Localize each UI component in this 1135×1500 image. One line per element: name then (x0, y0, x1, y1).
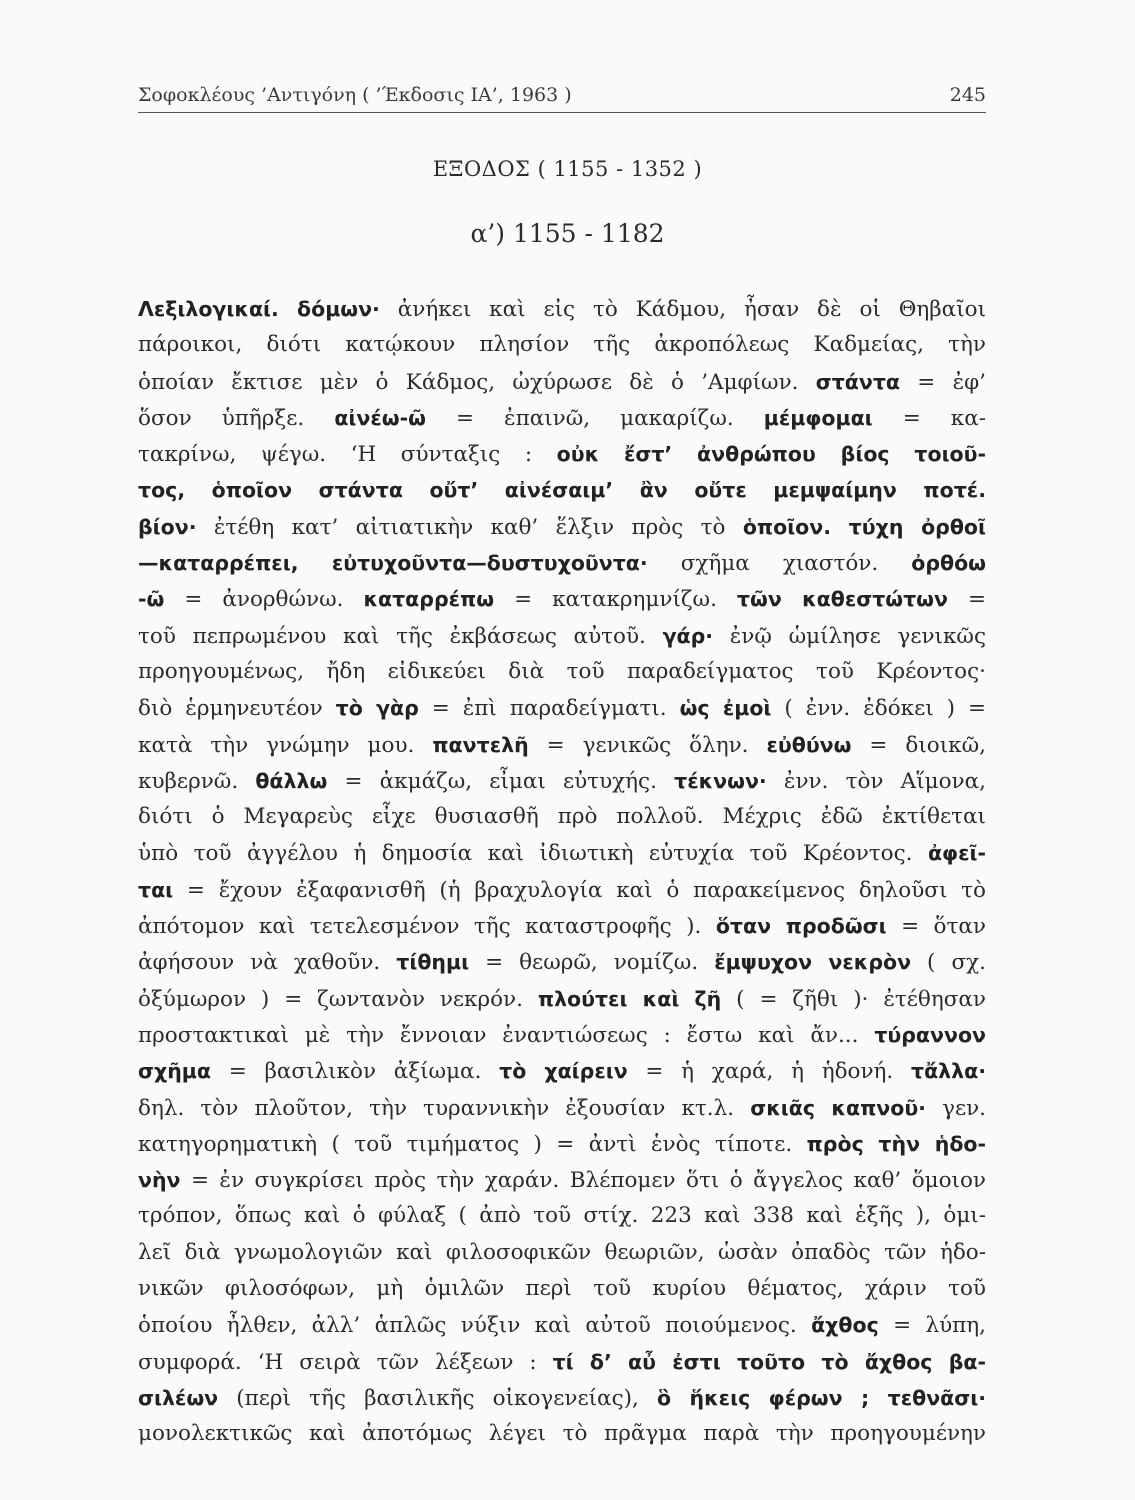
text-line (138, 545, 986, 581)
gloss-text: προστακτικαὶ μὲ τὴν ἔννοιαν ἐναντιώσεως : ἔστω καὶ ἄν... (138, 1022, 875, 1048)
text-line (138, 327, 986, 363)
text-line (138, 1271, 986, 1307)
lemma: ἀφεῖ- (927, 841, 986, 866)
gloss-text: λεῖ διὰ γνωμολογιῶν καὶ φιλοσοφικῶν θεωριῶν, ὡσὰν ὀπαδὸς τῶν ἡδο- (138, 1239, 986, 1265)
gloss-text: = θεωρῶ, νομίζω. (469, 950, 715, 976)
lemma: -ῶ (138, 587, 165, 612)
lemma: τί δ’ αὖ ἐστι τοῦτο τὸ ἄχθος βα- (552, 1349, 986, 1374)
gloss-text: ὁποίαν ἔκτισε μὲν ὁ Κάδμος, ὠχύρωσε δὲ ὁ ’Αμφίων. (138, 369, 816, 395)
lemma: —καταρρέπει, εὐτυχοῦντα—δυστυχοῦντα· (138, 551, 648, 576)
lemma: οὐκ ἔστ’ ἀνθρώπου βίος τοιοῦ- (556, 442, 986, 467)
gloss-text: ἐνῷ ὡμίλησε γενικῶς (713, 623, 986, 649)
gloss-text: = κα- (872, 405, 986, 431)
gloss-text: = ἐπὶ παραδείγματι. (418, 696, 680, 722)
text-line (138, 799, 986, 835)
gloss-text: = ἡ χαρά, ἡ ἡδονή. (627, 1059, 912, 1085)
subsection-title: α’) 1155 - 1182 (470, 219, 665, 248)
text-line (138, 618, 986, 654)
lemma: γάρ· (662, 623, 714, 648)
gloss-text: νικῶν φιλοσόφων, μὴ ὁμιλῶν περὶ τοῦ κυρίου θέματος, χάριν τοῦ (138, 1276, 986, 1302)
gloss-text: = ὅταν (886, 914, 986, 940)
lemma: θάλλω (255, 768, 328, 793)
lemma: παντελῆ (432, 732, 529, 757)
gloss-text: γεν. (925, 1095, 986, 1121)
text-line (138, 1235, 986, 1271)
text-line (138, 763, 986, 799)
page-number: 245 (949, 84, 986, 106)
text-line (138, 727, 986, 763)
gloss-text: ( ἐνν. ἐδόκει ) = (771, 696, 986, 722)
header-rule (138, 112, 986, 113)
gloss-text: = ἔχουν ἐξαφανισθῆ (ἡ βραχυλογία καὶ ὁ παρακείμενος δηλοῦσι τὸ (173, 877, 986, 903)
gloss-text: = γενικῶς ὅλην. (528, 732, 767, 758)
lemma: τος, ὁποῖον στάντα οὔτ’ αἰνέσαιμ’ ἂν οὔτε μεμψαίμην ποτέ. (138, 478, 986, 503)
text-line (138, 1162, 986, 1198)
text-line (138, 581, 986, 617)
lemma: ται (138, 877, 174, 902)
gloss-text: ὀξύμωρον ) = ζωντανὸν νεκρόν. (138, 986, 538, 1012)
lemma: ὃ ἥκεις φέρων ; τεθνᾶσι· (656, 1385, 986, 1410)
lemma: στάντα (815, 369, 901, 394)
text-line (138, 1017, 986, 1053)
text-line (138, 291, 986, 327)
lemma: ὀρθόω (911, 551, 986, 576)
gloss-text: ἐτέθη κατ’ αἰτιατικὴν καθ’ ἕλξιν πρὸς τὸ (196, 514, 743, 540)
lemma: τύραννον (874, 1022, 986, 1047)
gloss-text: διότι ὁ Μεγαρεὺς εἶχε θυσιασθῆ πρὸ πολλοῦ. Μέχρις ἐδῶ ἐκτίθεται (138, 804, 986, 830)
text-line (138, 1344, 986, 1380)
text-line (138, 654, 986, 690)
text-line (138, 690, 986, 726)
lemma: τῶν καθεστώτων (736, 587, 948, 612)
gloss-text: = λύπη, (878, 1313, 986, 1339)
gloss-text: ἀνήκει καὶ εἰς τὸ Κάδμου, ἦσαν δὲ οἱ Θηβαῖοι (379, 297, 986, 322)
lemma: τὸ χαίρειν (499, 1059, 628, 1084)
text-line (138, 944, 986, 980)
lemma: ἄχθος (811, 1313, 879, 1338)
text-line (138, 1307, 986, 1343)
gloss-text: ὅσον ὑπῆρξε. (138, 405, 335, 431)
text-line (138, 509, 986, 545)
text-line (138, 1198, 986, 1234)
gloss-text: (περὶ τῆς βασιλικῆς οἰκογενείας), (218, 1385, 657, 1411)
lemma: βίον· (138, 514, 197, 539)
gloss-text: τρόπον, ὅπως καὶ ὁ φύλαξ ( ἀπὸ τοῦ στίχ. 223 καὶ 338 καὶ ἑξῆς ), ὁμι- (138, 1203, 986, 1229)
gloss-text: κατὰ τὴν γνώμην μου. (138, 732, 433, 758)
gloss-text: συμφορά. ‘Η σειρὰ τῶν λέξεων : (138, 1349, 553, 1375)
lemma: εὐθύνω (766, 732, 852, 757)
lemma: τίθημι (396, 950, 470, 975)
text-line (138, 1126, 986, 1162)
text-line (138, 835, 986, 871)
lemma: τὸ γὰρ (335, 696, 419, 721)
gloss-text: δηλ. τὸν πλοῦτον, τὴν τυραννικὴν ἐξουσίαν κτ.λ. (138, 1095, 751, 1121)
gloss-text: = κατακρημνίζω. (494, 587, 737, 613)
gloss-text: = ἀνορθώνω. (164, 587, 364, 613)
text-line (138, 400, 986, 436)
lemma: νὴν (138, 1168, 181, 1193)
gloss-text: = βασιλικὸν ἀξίωμα. (210, 1059, 500, 1085)
text-line (138, 364, 986, 400)
lemma: Λεξιλογικαί. δόμων· (138, 297, 380, 321)
text-line (138, 1053, 986, 1089)
lemma: ὡς ἐμοὶ (679, 696, 772, 721)
lemma: σχῆμα (138, 1059, 211, 1084)
gloss-text: προηγουμένως, ἤδη εἰδικεύει διὰ τοῦ παραδείγματος τοῦ Κρέοντος· (138, 658, 986, 684)
gloss-text: = ἐν συγκρίσει πρὸς τὴν χαράν. Βλέπομεν ὅτι ὁ ἄγγελος καθ’ ὅμοιον (180, 1168, 986, 1194)
commentary-body (138, 291, 986, 1453)
gloss-text: = ἐφ’ (900, 369, 986, 395)
gloss-text: μονολεκτικῶς καὶ ἀποτόμως λέγει τὸ πρᾶγμα παρὰ τὴν προηγουμένην (138, 1421, 986, 1447)
gloss-text: = ἐπαινῶ, μακαρίζω. (425, 405, 764, 431)
gloss-text: σχῆμα χιαστόν. (647, 551, 912, 577)
text-line (138, 872, 986, 908)
gloss-text: πάροικοι, διότι κατῴκουν πλησίον τῆς ἀκροπόλεως Καδμείας, τὴν (138, 332, 986, 358)
text-line (138, 1380, 986, 1416)
lemma: ὅταν προδῶσι (715, 914, 887, 939)
gloss-text: = ἀκμάζω, εἶμαι εὐτυχής. (327, 768, 675, 794)
lemma: τἄλλα· (911, 1059, 986, 1084)
gloss-text: τοῦ πεπρωμένου καὶ τῆς ἐκβάσεως αὐτοῦ. (138, 623, 663, 649)
lemma: σιλέων (138, 1385, 219, 1410)
gloss-text: = (947, 587, 986, 613)
running-head (138, 84, 986, 112)
lemma: καταρρέπω (363, 587, 495, 612)
lemma: σκιᾶς καπνοῦ· (750, 1095, 926, 1120)
gloss-text: ὁποίου ἦλθεν, ἀλλ’ ἁπλῶς νύξιν καὶ αὐτοῦ ποιούμενος. (138, 1313, 812, 1339)
text-line (138, 1090, 986, 1126)
lemma: αἰνέω-ῶ (334, 405, 426, 430)
text-line (138, 908, 986, 944)
text-line (138, 981, 986, 1017)
gloss-text: τακρίνω, ψέγω. ‘Η σύνταξις : (138, 442, 557, 468)
lemma: ἔμψυχον νεκρὸν (714, 950, 912, 975)
section-title: ΕΞΟΔΟΣ ( 1155 - 1352 ) (432, 157, 703, 181)
lemma: πρὸς τὴν ἡδο- (806, 1131, 986, 1156)
lemma: πλούτει καὶ ζῆ (537, 986, 722, 1011)
gloss-text: κυβερνῶ. (138, 768, 256, 794)
lemma: ὁποῖον. τύχη ὀρθοῖ (742, 514, 986, 539)
gloss-text: ( σχ. (911, 950, 986, 976)
running-head-title: Σοφοκλέους ’Αντιγόνη ( ’Έκδοσις ΙΑ’, 1963 ) (138, 84, 572, 106)
text-line (138, 1416, 986, 1452)
lemma: τέκνων· (674, 768, 767, 793)
gloss-text: ἐνν. τὸν Αἵμονα, (766, 768, 986, 794)
text-line (138, 436, 986, 472)
gloss-text: διὸ ἑρμηνευτέον (138, 696, 336, 722)
gloss-text: = διοικῶ, (851, 732, 986, 758)
gloss-text: ἀφήσουν νὰ χαθοῦν. (138, 950, 397, 976)
gloss-text: ἀπότομον καὶ τετελεσμένον τῆς καταστροφῆς ). (138, 914, 716, 940)
gloss-text: κατηγορηματικὴ ( τοῦ τιμήματος ) = ἀντὶ ἑνὸς τίποτε. (138, 1131, 807, 1157)
lemma: μέμφομαι (763, 405, 873, 430)
gloss-text: ( = ζῆθι )· ἐτέθησαν (721, 986, 986, 1012)
gloss-text: ὑπὸ τοῦ ἀγγέλου ἡ δημοσία καὶ ἰδιωτικὴ εὐτυχία τοῦ Κρέοντος. (138, 841, 928, 867)
text-line (138, 472, 986, 508)
